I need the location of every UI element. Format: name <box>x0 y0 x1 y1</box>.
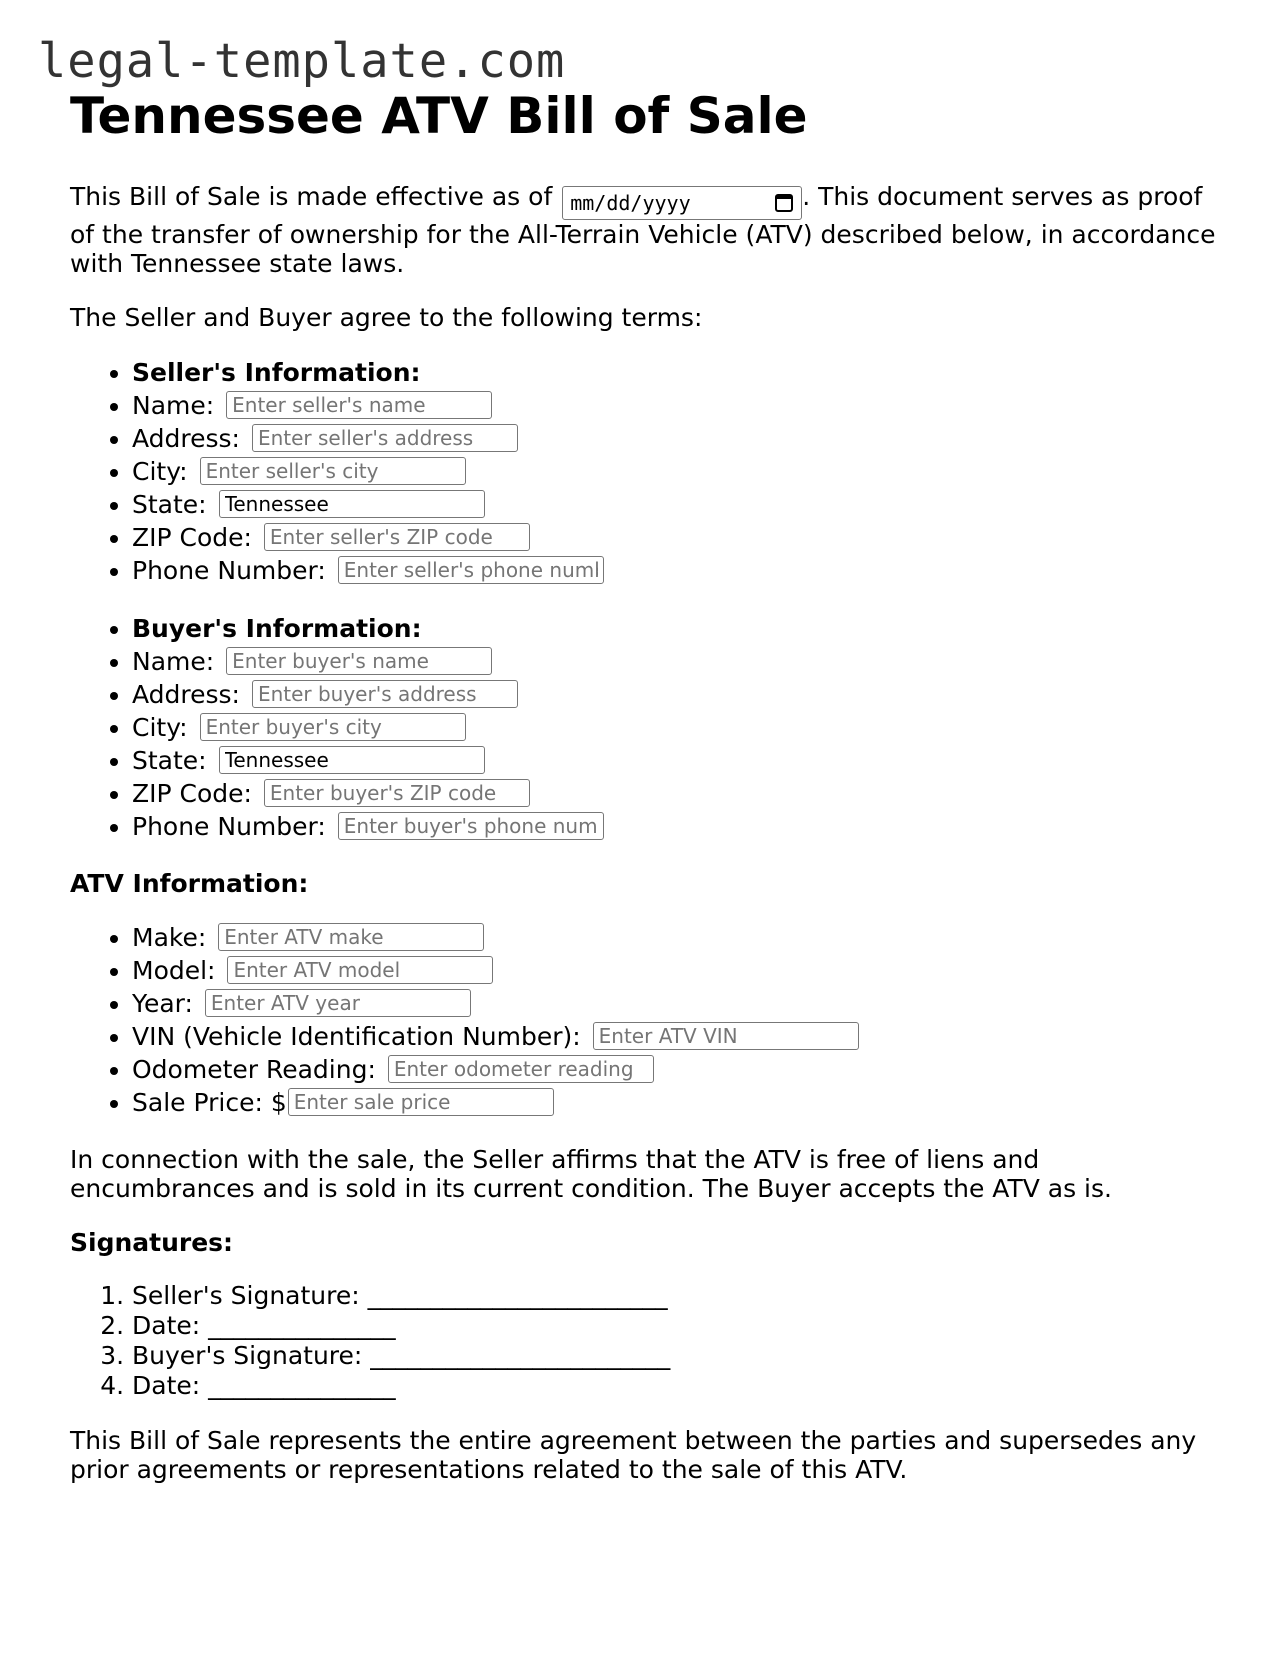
seller-address-input[interactable] <box>252 424 518 452</box>
seller-state-label: State: <box>132 490 207 519</box>
signatures-list <box>70 1281 1220 1401</box>
effective-date-input[interactable] <box>562 186 802 220</box>
atv-make-item <box>132 922 1220 955</box>
buyer-date-line: 4. Date: _______________ <box>132 1371 1220 1401</box>
buyer-state-item <box>132 745 1220 778</box>
seller-name-input[interactable] <box>226 391 492 419</box>
atv-price-item <box>132 1087 1220 1120</box>
buyer-city-input[interactable] <box>200 713 466 741</box>
atv-odometer-item <box>132 1054 1220 1087</box>
document-body <box>70 86 1220 1509</box>
seller-city-label: City: <box>132 457 188 486</box>
seller-phone-input[interactable] <box>338 556 604 584</box>
atv-vin-label: VIN (Vehicle Identification Number): <box>132 1022 581 1051</box>
seller-name-item <box>132 390 1220 423</box>
seller-name-label: Name: <box>132 391 215 420</box>
seller-zip-input[interactable] <box>264 523 530 551</box>
buyer-city-item <box>132 712 1220 745</box>
buyer-name-input[interactable] <box>226 647 492 675</box>
atv-vin-item <box>132 1021 1220 1054</box>
atv-make-input[interactable] <box>218 923 484 951</box>
buyer-state-input[interactable] <box>219 746 485 774</box>
buyer-address-label: Address: <box>132 680 240 709</box>
atv-price-label: Sale Price: $ <box>132 1088 287 1117</box>
buyer-name-label: Name: <box>132 647 215 676</box>
buyer-name-item <box>132 646 1220 679</box>
buyer-zip-input[interactable] <box>264 779 530 807</box>
signatures-heading: Signatures: <box>70 1228 234 1257</box>
buyer-zip-label: ZIP Code: <box>132 779 252 808</box>
atv-info-heading: ATV Information: <box>70 869 309 898</box>
seller-zip-item <box>132 522 1220 555</box>
atv-model-input[interactable] <box>227 956 493 984</box>
intro-text-before-date: This Bill of Sale is made effective as of <box>70 182 553 211</box>
buyer-info-heading: • Buyer's Information: <box>132 613 1220 646</box>
atv-model-item <box>132 955 1220 988</box>
intro-text-after-date: . This document serves as proof of the transfer of ownership for the All-Terrain Vehicle (ATV) described below, in accordance with Tennessee state laws. <box>70 182 1216 278</box>
atv-year-input[interactable] <box>205 989 471 1017</box>
terms-intro: The Seller and Buyer agree to the following terms: <box>70 303 703 332</box>
intro-paragraph <box>70 182 1220 278</box>
atv-model-label: Model: <box>132 956 216 985</box>
seller-phone-item <box>132 555 1220 588</box>
seller-date-line: 2. Date: _______________ <box>132 1311 1220 1341</box>
atv-odometer-input[interactable] <box>388 1055 654 1083</box>
atv-year-label: Year: <box>132 989 193 1018</box>
buyer-phone-item <box>132 811 1220 844</box>
seller-state-item <box>132 489 1220 522</box>
site-watermark: legal-template.com <box>38 34 566 89</box>
atv-info-list <box>70 922 1220 1120</box>
buyer-zip-item <box>132 778 1220 811</box>
closing-paragraph: This Bill of Sale represents the entire agreement between the parties and supersedes any prior agreements or representations related to the sale of this ATV. <box>70 1426 1197 1484</box>
buyer-info-list <box>70 613 1220 844</box>
buyer-state-label: State: <box>132 746 207 775</box>
seller-phone-label: Phone Number: <box>132 556 326 585</box>
atv-vin-input[interactable] <box>593 1022 859 1050</box>
buyer-phone-label: Phone Number: <box>132 812 326 841</box>
seller-address-label: Address: <box>132 424 240 453</box>
buyer-phone-input[interactable] <box>338 812 604 840</box>
seller-info-list <box>70 357 1220 588</box>
buyer-address-item <box>132 679 1220 712</box>
page-title: Tennessee ATV Bill of Sale <box>70 87 808 145</box>
buyer-city-label: City: <box>132 713 188 742</box>
seller-city-item <box>132 456 1220 489</box>
atv-odometer-label: Odometer Reading: <box>132 1055 376 1084</box>
buyer-signature-line: 3. Buyer's Signature: ________________________ <box>132 1341 1220 1371</box>
seller-city-input[interactable] <box>200 457 466 485</box>
atv-price-input[interactable] <box>288 1088 554 1116</box>
seller-info-heading: • Seller's Information: <box>132 357 1220 390</box>
buyer-address-input[interactable] <box>252 680 518 708</box>
calendar-icon[interactable] <box>775 194 793 212</box>
seller-address-item <box>132 423 1220 456</box>
affirmation-paragraph: In connection with the sale, the Seller affirms that the ATV is free of liens and encumbrances and is sold in its current condition. The Buyer accepts the ATV as is. <box>70 1145 1112 1203</box>
atv-year-item <box>132 988 1220 1021</box>
date-placeholder: mm/dd/yyyy <box>570 191 691 215</box>
seller-zip-label: ZIP Code: <box>132 523 252 552</box>
seller-state-input[interactable] <box>219 490 485 518</box>
atv-make-label: Make: <box>132 923 207 952</box>
seller-signature-line: 1. Seller's Signature: ________________________ <box>132 1281 1220 1311</box>
